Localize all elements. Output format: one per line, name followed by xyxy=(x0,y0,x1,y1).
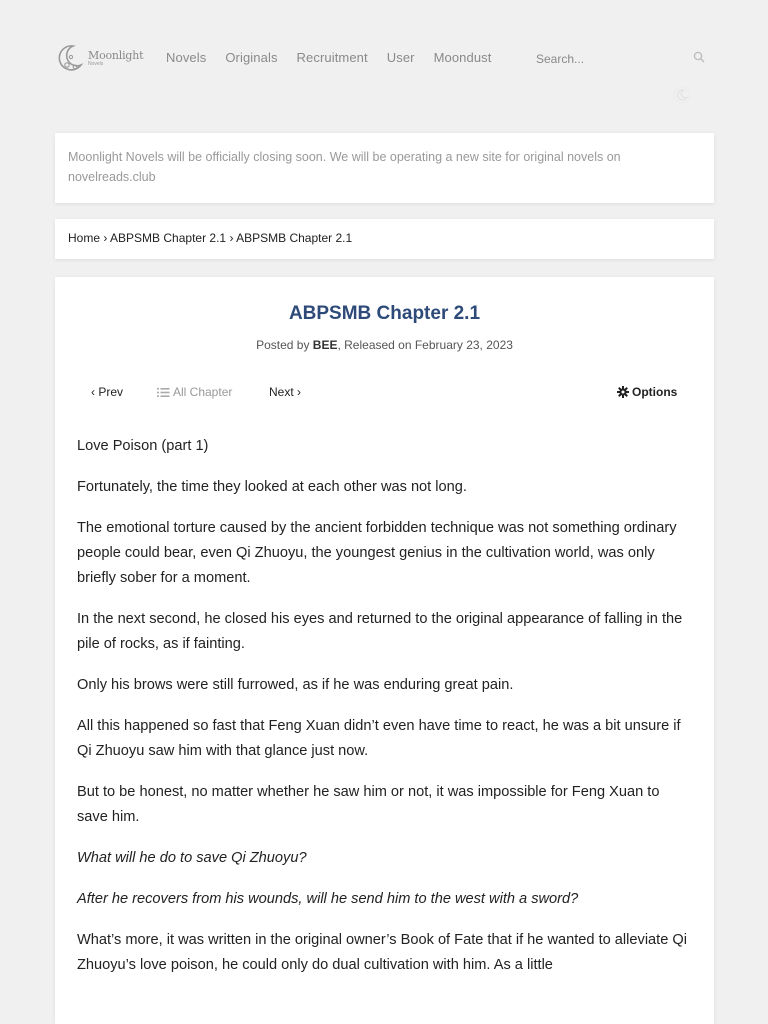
posted-prefix: Posted by xyxy=(256,338,313,352)
chapter-paragraph: Love Poison (part 1) xyxy=(77,438,209,454)
author-name[interactable]: BEE xyxy=(312,338,338,352)
chapter-paragraph: What’s more, it was written in the original owner’s Book of Fate that if he wanted to alleviate Qi Zhuoyu’s love poison, he could only do dual cultivation with him. As a little xyxy=(77,932,687,973)
nav-item-recruitment[interactable]: Recruitment xyxy=(296,50,368,65)
chapter-content xyxy=(55,277,714,1024)
release-date: , Released on February 23, 2023 xyxy=(337,338,513,352)
chapter-paragraph: Only his brows were still furrowed, as if he was enduring great pain. xyxy=(77,677,514,693)
list-icon xyxy=(157,387,170,398)
logo-name: Moonlight xyxy=(88,48,144,62)
all-chapter-button[interactable] xyxy=(157,385,232,399)
search-box xyxy=(536,50,708,68)
chapter-paragraph: But to be honest, no matter whether he saw him or not, it was impossible for Feng Xuan to save him. xyxy=(77,784,660,825)
logo-text xyxy=(88,50,143,67)
chapter-paragraph: All this happened so fast that Feng Xuan didn’t even have time to react, he was a bit unsure if Qi Zhuoyu saw him with that glance just now. xyxy=(77,718,681,759)
nav-item-user[interactable]: User xyxy=(386,50,415,65)
chapter-paragraph: The emotional torture caused by the ancient forbidden technique was not something ordinary people could bear, even Qi Zhuoyu, the youngest genius in the cultivation world, was only briefly sober for a moment. xyxy=(77,520,677,586)
moon-icon[interactable] xyxy=(673,86,691,104)
search-icon[interactable] xyxy=(693,51,705,63)
chapter-nav xyxy=(55,385,714,401)
options-button[interactable] xyxy=(617,385,677,399)
breadcrumb-separator: › xyxy=(229,231,234,245)
chapter-paragraph: Fortunately, the time they looked at each other was not long. xyxy=(77,479,467,495)
chapter-paragraph: After he recovers from his wounds, will he send him to the west with a sword? xyxy=(77,891,579,907)
breadcrumb-home[interactable]: Home xyxy=(68,231,101,245)
breadcrumb-series[interactable]: ABPSMB Chapter 2.1 xyxy=(110,231,227,245)
closing-notice xyxy=(55,133,714,203)
moon-logo-icon xyxy=(56,43,84,73)
site-header xyxy=(0,0,768,120)
breadcrumb-separator: › xyxy=(103,231,108,245)
chapter-paragraph: In the next second, he closed his eyes and returned to the original appearance of falling in the pile of rocks, as if fainting. xyxy=(77,611,683,652)
chapter-meta xyxy=(55,338,714,352)
breadcrumb-current: ABPSMB Chapter 2.1 xyxy=(236,231,353,245)
nav-item-novels[interactable]: Novels xyxy=(166,50,207,65)
chapter-title: ABPSMB Chapter 2.1 xyxy=(288,303,481,324)
gear-icon xyxy=(617,386,629,398)
chapter-body xyxy=(77,434,693,994)
notice-text: Moonlight Novels will be officially closing soon. We will be operating a new site for original novels on novelreads.club xyxy=(68,150,621,184)
next-chapter-button[interactable]: Next › xyxy=(269,385,302,399)
breadcrumb xyxy=(55,219,714,259)
logo-sub: Novels xyxy=(88,60,104,67)
nav-item-moondust[interactable]: Moondust xyxy=(433,50,492,65)
search-input[interactable] xyxy=(536,52,686,66)
main-nav xyxy=(166,50,492,65)
site-logo[interactable] xyxy=(56,43,143,73)
chapter-paragraph: What will he do to save Qi Zhuoyu? xyxy=(77,850,307,866)
options-label: Options xyxy=(632,385,678,399)
prev-chapter-button[interactable]: ‹ Prev xyxy=(91,385,124,399)
nav-item-originals[interactable]: Originals xyxy=(225,50,278,65)
all-chapter-label: All Chapter xyxy=(173,385,233,399)
